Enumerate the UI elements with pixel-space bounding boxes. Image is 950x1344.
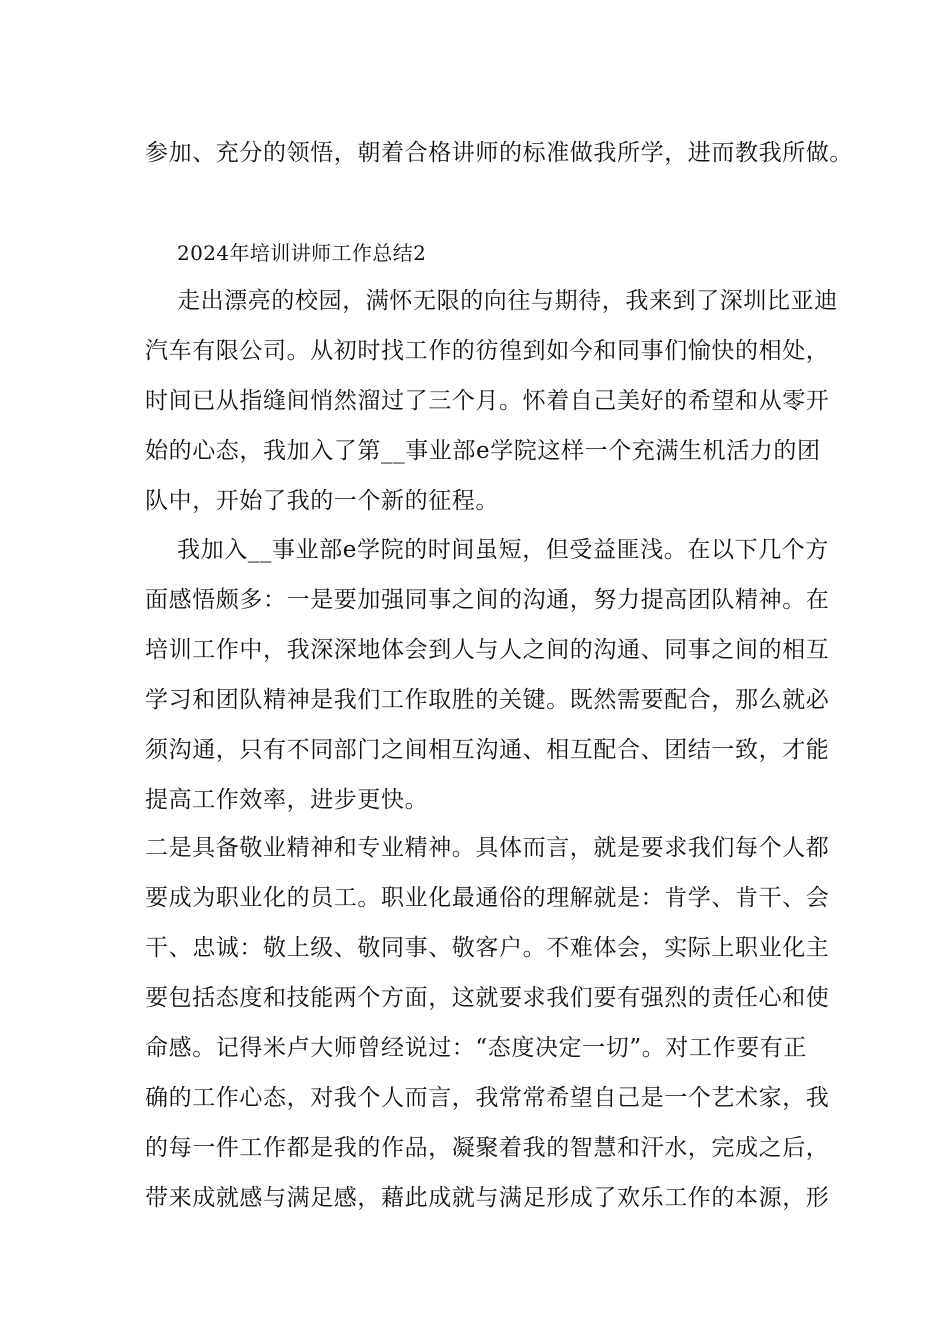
paragraph-line: 的每一件工作都是我的作品，凝聚着我的智慧和汗水，完成之后， [145, 1135, 830, 1161]
paragraph-line: 我加入__事业部e学院的时间虽短，但受益匪浅。在以下几个方 [177, 537, 830, 563]
paragraph-line: 始的心态，我加入了第__事业部e学院这样一个充满生机活力的团 [145, 438, 821, 464]
paragraph-line: 面感悟颇多：一是要加强同事之间的沟通，努力提高团队精神。在 [145, 587, 830, 613]
paragraph-line: 命感。记得米卢大师曾经说过：“态度决定一切”。对工作要有正 [145, 1035, 807, 1061]
paragraph-line: 提高工作效率，进步更快。 [145, 787, 429, 813]
paragraph-line: 须沟通，只有不同部门之间相互沟通、相互配合、团结一致，才能 [145, 737, 830, 763]
paragraph-line: 要包括态度和技能两个方面，这就要求我们要有强烈的责任心和使 [145, 985, 830, 1011]
paragraph-line: 培训工作中，我深深地体会到人与人之间的沟通、同事之间的相互 [145, 637, 830, 663]
paragraph-line: 确的工作心态，对我个人而言，我常常希望自己是一个艺术家，我 [145, 1085, 830, 1111]
paragraph-line: 队中，开始了我的一个新的征程。 [145, 488, 499, 514]
paragraph-line: 带来成就感与满足感，藉此成就与满足形成了欢乐工作的本源，形 [145, 1185, 830, 1211]
paragraph-line: 走出漂亮的校园，满怀无限的向往与期待，我来到了深圳比亚迪 [177, 288, 838, 314]
paragraph-line: 学习和团队精神是我们工作取胜的关键。既然需要配合，那么就必 [145, 687, 830, 713]
paragraph-line: 时间已从指缝间悄然溜过了三个月。怀着自己美好的希望和从零开 [145, 388, 830, 414]
paragraph-line: 干、忠诚：敬上级、敬同事、敬客户。不难体会，实际上职业化主 [145, 935, 830, 961]
paragraph-line: 汽车有限公司。从初时找工作的彷徨到如今和同事们愉快的相处， [145, 338, 830, 364]
paragraph-line: 要成为职业化的员工。职业化最通俗的理解就是：肯学、肯干、会 [145, 885, 830, 911]
paragraph-line: 二是具备敬业精神和专业精神。具体而言，就是要求我们每个人都 [145, 835, 830, 861]
section-heading: 2024年培训讲师工作总结2 [177, 241, 427, 265]
paragraph-line: 参加、充分的领悟，朝着合格讲师的标准做我所学，进而教我所做。 [145, 140, 853, 166]
